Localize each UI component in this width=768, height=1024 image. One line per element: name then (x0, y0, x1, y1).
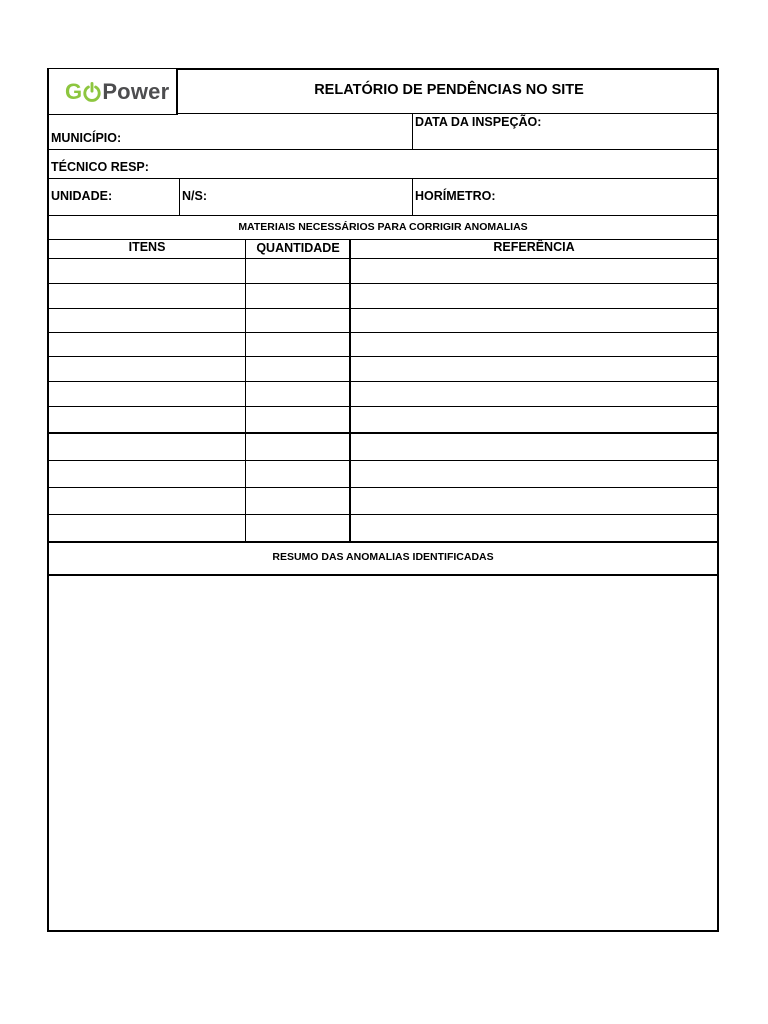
summary-text-area[interactable] (50, 577, 716, 929)
quantidade-cell[interactable] (248, 434, 348, 458)
gopower-logo: G Power (65, 79, 170, 104)
itens-cell[interactable] (50, 260, 244, 281)
referencia-cell[interactable] (352, 260, 716, 281)
column-header-referencia: REFERÊNCIA (493, 240, 575, 254)
referencia-cell[interactable] (352, 310, 716, 330)
quantidade-cell[interactable] (248, 260, 348, 281)
horimetro-label: HORÍMETRO: (415, 189, 496, 203)
itens-cell[interactable] (50, 434, 244, 458)
referencia-cell[interactable] (352, 489, 716, 512)
row-divider (48, 258, 719, 259)
quantidade-cell[interactable] (248, 462, 348, 485)
summary-section-title: RESUMO DAS ANOMALIAS IDENTIFICADAS (272, 551, 494, 563)
divider (412, 178, 413, 215)
quantidade-header-box (245, 239, 351, 259)
row-divider (48, 406, 719, 407)
materials-section-title: MATERIAIS NECESSÁRIOS PARA CORRIGIR ANOMALIAS (238, 221, 528, 233)
row-divider (48, 332, 719, 333)
itens-cell[interactable] (50, 310, 244, 330)
data-inspecao-label: DATA DA INSPEÇÃO: (415, 115, 542, 129)
referencia-cell[interactable] (352, 408, 716, 430)
divider (48, 149, 719, 150)
referencia-cell[interactable] (352, 434, 716, 458)
referencia-cell[interactable] (352, 358, 716, 379)
column-divider (245, 239, 246, 542)
quantidade-cell[interactable] (248, 516, 348, 539)
logo-cell (49, 69, 178, 115)
column-divider (349, 239, 351, 542)
tecnico-label: TÉCNICO RESP: (51, 160, 149, 174)
ns-label: N/S: (182, 189, 207, 203)
power-icon (83, 82, 101, 102)
divider (48, 574, 719, 576)
quantidade-cell[interactable] (248, 358, 348, 379)
row-divider (48, 541, 719, 543)
quantidade-cell[interactable] (248, 334, 348, 354)
itens-cell[interactable] (50, 383, 244, 404)
itens-cell[interactable] (50, 489, 244, 512)
referencia-cell[interactable] (352, 462, 716, 485)
quantidade-cell[interactable] (248, 383, 348, 404)
row-divider (48, 460, 719, 461)
itens-cell[interactable] (50, 285, 244, 306)
divider (48, 215, 719, 216)
report-title: RELATÓRIO DE PENDÊNCIAS NO SITE (314, 82, 584, 98)
quantidade-cell[interactable] (248, 285, 348, 306)
row-divider (48, 356, 719, 357)
quantidade-cell[interactable] (248, 310, 348, 330)
column-header-itens: ITENS (128, 240, 166, 254)
row-divider (48, 514, 719, 515)
row-divider (48, 381, 719, 382)
quantidade-cell[interactable] (248, 489, 348, 512)
itens-cell[interactable] (50, 516, 244, 539)
unidade-label: UNIDADE: (51, 189, 113, 203)
itens-cell[interactable] (50, 334, 244, 354)
divider (412, 113, 413, 149)
referencia-cell[interactable] (352, 334, 716, 354)
municipio-label: MUNICÍPIO: (51, 131, 122, 145)
divider (179, 178, 180, 215)
itens-cell[interactable] (50, 408, 244, 430)
itens-cell[interactable] (50, 358, 244, 379)
row-divider (48, 308, 719, 309)
row-divider (48, 487, 719, 488)
itens-cell[interactable] (50, 462, 244, 485)
row-divider (48, 283, 719, 284)
referencia-cell[interactable] (352, 285, 716, 306)
quantidade-cell[interactable] (248, 408, 348, 430)
divider (48, 178, 719, 179)
referencia-cell[interactable] (352, 383, 716, 404)
column-header-quantidade: QUANTIDADE (256, 241, 340, 255)
referencia-cell[interactable] (352, 516, 716, 539)
divider (178, 113, 719, 114)
